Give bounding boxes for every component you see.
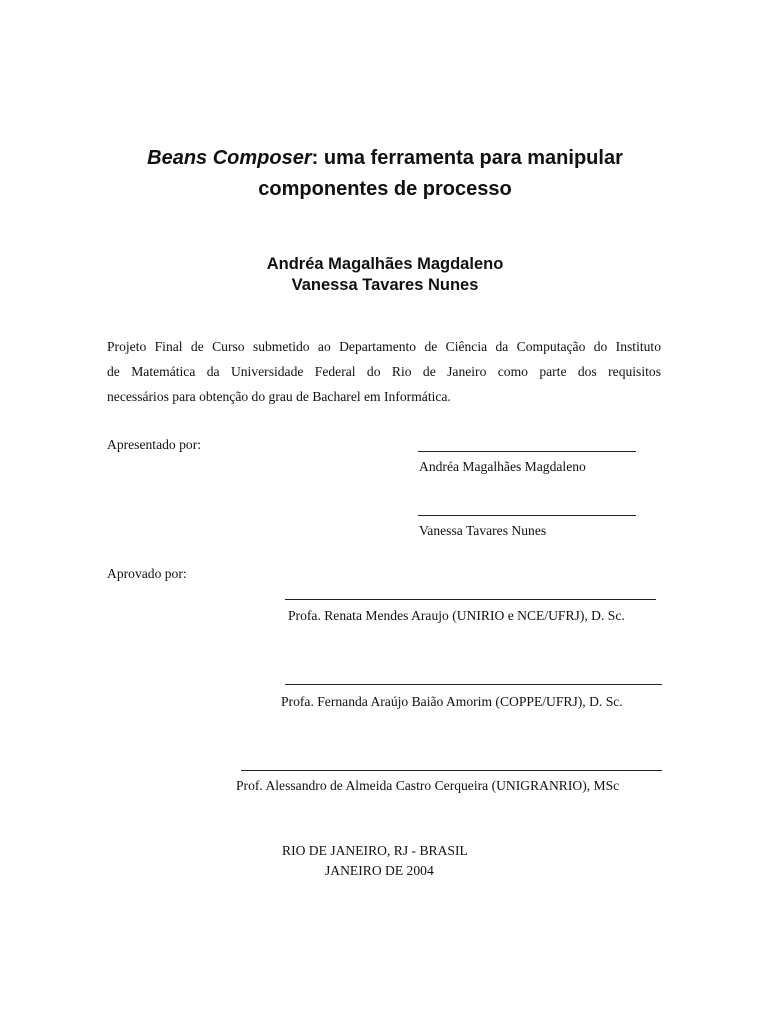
author-1: Andréa Magalhães Magdaleno xyxy=(266,255,504,273)
authors-block xyxy=(0,254,770,296)
approved-by-label: Aprovado por: xyxy=(107,566,187,581)
abstract-paragraph xyxy=(107,334,661,409)
presented-by-label: Apresentado por: xyxy=(107,437,201,452)
title-rest: : uma ferramenta para manipular xyxy=(311,147,623,169)
signature-line xyxy=(418,515,636,516)
approver-name-3: Prof. Alessandro de Almeida Castro Cerqueira (UNIGRANRIO), MSc xyxy=(236,778,620,793)
author-2: Vanessa Tavares Nunes xyxy=(291,276,479,294)
signature-line xyxy=(285,684,662,685)
title-italic-part: Beans Composer xyxy=(147,147,312,169)
footer-date: JANEIRO DE 2004 xyxy=(325,863,434,878)
document-title xyxy=(0,143,770,205)
presenter-name-2: Vanessa Tavares Nunes xyxy=(419,523,547,538)
approver-name-2: Profa. Fernanda Araújo Baião Amorim (COPPE/UFRJ), D. Sc. xyxy=(281,694,623,709)
abstract-line-1: Projeto Final de Curso submetido ao Departamento de Ciência da Computação do Instituto xyxy=(107,339,661,354)
presenter-name-1: Andréa Magalhães Magdaleno xyxy=(419,459,586,474)
signature-line xyxy=(418,451,636,452)
signature-line xyxy=(285,599,656,600)
title-line-1 xyxy=(0,143,770,174)
footer-place: RIO DE JANEIRO, RJ - BRASIL xyxy=(282,843,468,858)
abstract-line-2: de Matemática da Universidade Federal do Rio de Janeiro como parte dos requisitos xyxy=(107,364,661,379)
abstract-line-3: necessários para obtenção do grau de Bacharel em Informática. xyxy=(107,389,451,404)
approver-name-1: Profa. Renata Mendes Araujo (UNIRIO e NCE/UFRJ), D. Sc. xyxy=(288,608,625,623)
signature-line xyxy=(241,770,662,771)
title-line-2: componentes de processo xyxy=(258,178,512,200)
